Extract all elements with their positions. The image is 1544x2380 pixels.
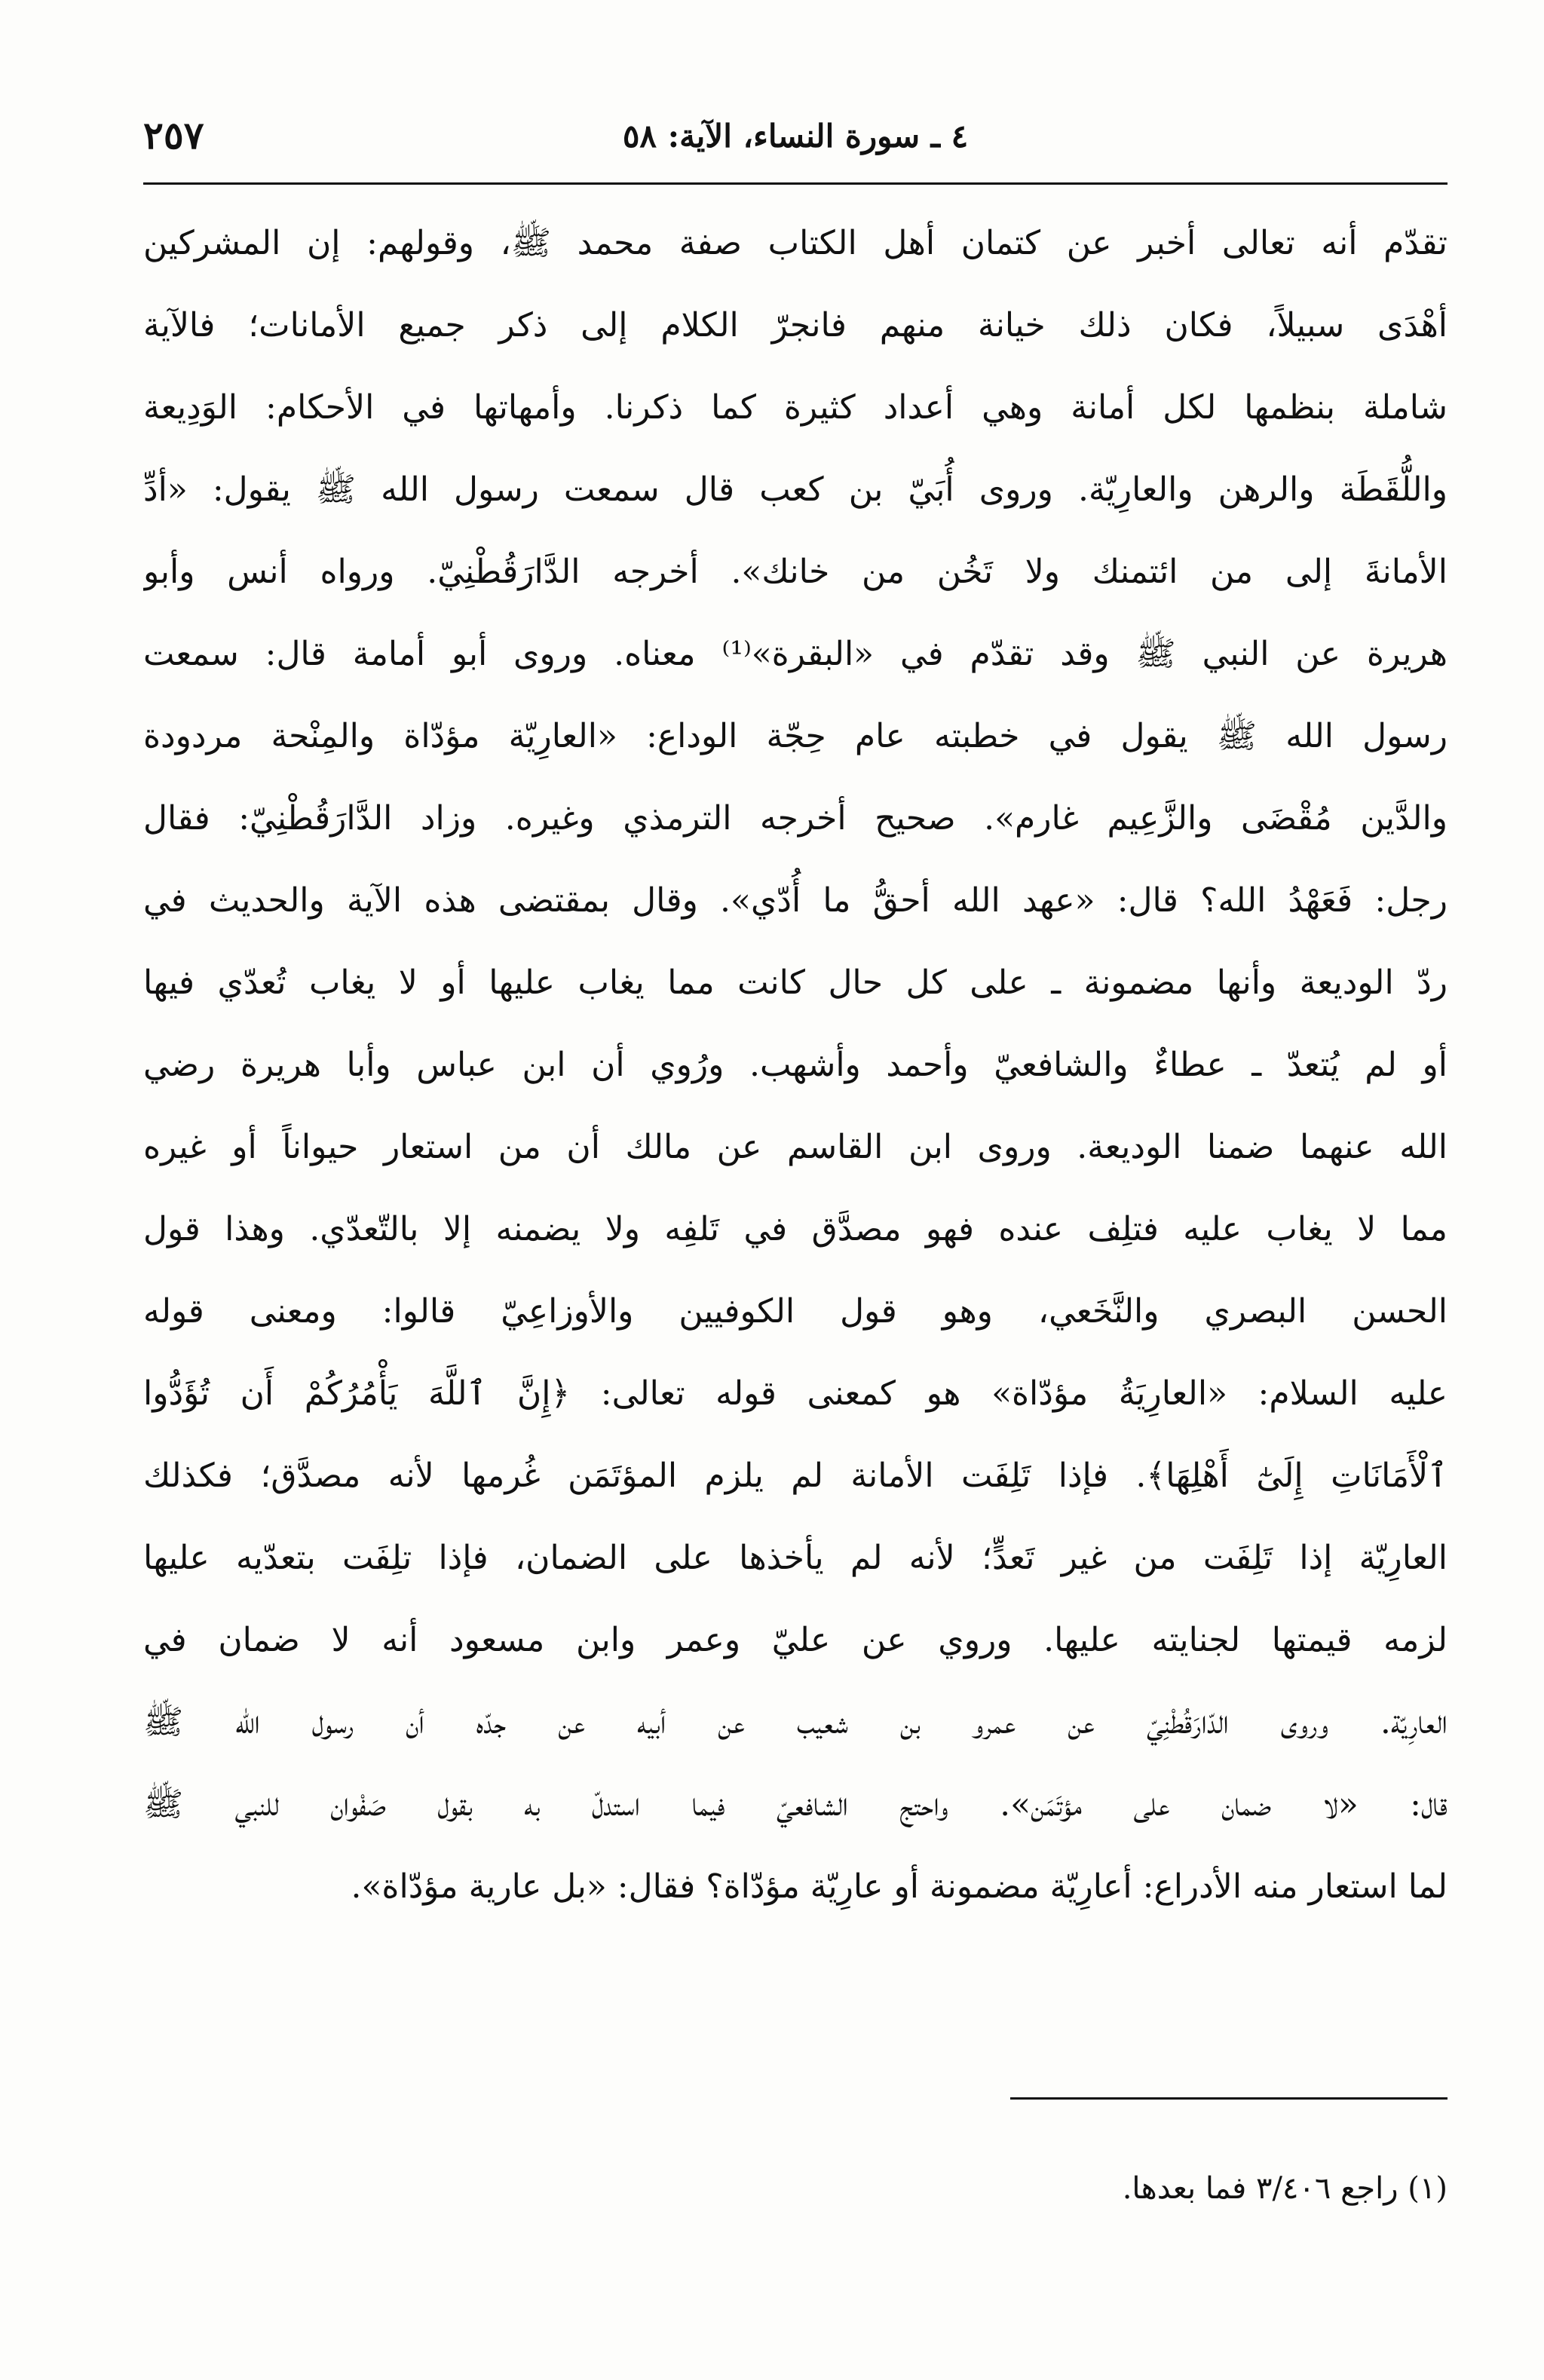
text-line: الحسن البصري والنَّخَعي، وهو قول الكوفيين والأوزاعِيّ قالوا: ومعنى قوله [143, 1292, 1448, 1331]
text-line: ردّ الوديعة وأنها مضمونة ـ على كل حال كانت مما يغاب عليها أو لا يغاب تُعدّي فيها [143, 963, 1448, 1002]
text-line: لما استعار منه الأدراع: أعارِيّة مضمونة أو عارِيّة مؤدّاة؟ فقال: «بل عارية مؤدّاة». [351, 1867, 1448, 1906]
text-line: أهْدَى سبيلاً، فكان ذلك خيانة منهم فانجرّ الكلام إلى ذكر جميع الأمانات؛ فالآية [143, 306, 1448, 345]
body-text [143, 202, 1448, 1928]
header-rule [143, 182, 1448, 185]
text-line: العارِيّة. وروى الدّارَقُطْنِيّ عن عمرو بن شعيب عن أبيه عن جدّه أن رسول الله ﷺ [143, 1703, 1448, 1741]
text-line: تقدّم أنه تعالى أخبر عن كتمان أهل الكتاب صفة محمد ﷺ، وقولهم: إن المشركين [143, 224, 1448, 262]
footnote-rule [1010, 2097, 1448, 2100]
page-number: ٢٥٧ [143, 113, 204, 158]
text-line: العارِيّة إذا تَلِفَت من غير تَعدٍّ؛ لأنه لم يأخذها على الضمان، فإذا تلِفَت بتعدّيه عليها [143, 1539, 1448, 1577]
text-line: مما لا يغاب عليه فتلِف عنده فهو مصدَّق في تَلفِه ولا يضمنه إلا بالتّعدّي. وهذا قول [143, 1210, 1448, 1248]
text-line: قال: «لا ضمان على مؤتَمَن». واحتج الشافعيّ فيما استدلّ به بقول صَفْوان للنبي ﷺ [143, 1785, 1448, 1824]
text-line: عليه السلام: «العارِيَةُ مؤدّاة» هو كمعنى قوله تعالى: ﴿إِنَّ ٱللَّهَ يَأْمُرُكُمْ أَن تُؤَدُّوا [143, 1374, 1448, 1413]
text-line: الأمانةَ إلى من ائتمنك ولا تَخُن من خانك». أخرجه الدَّارَقُطْنِيّ. ورواه أنس وأبو [143, 553, 1448, 591]
text-line: ٱلْأَمَانَاتِ إِلَىٰٓ أَهْلِهَا﴾. فإذا تَلِفَت الأمانة لم يلزم المؤتَمَن غُرمها لأنه مصدَّق؛ فكذلك [143, 1456, 1448, 1495]
footnote: (١) راجع ٣/٤٠٦ فما بعدها. [1122, 2171, 1448, 2206]
running-head: ٤ ـ سورة النساء، الآية: ٥٨ [622, 118, 969, 155]
text-line: لزمه قيمتها لجنايته عليها. وروي عن عليّ وعمر وابن مسعود أنه لا ضمان في [143, 1621, 1448, 1659]
text-line: والدَّين مُقْضَى والزَّعِيم غارم». صحيح أخرجه الترمذي وغيره. وزاد الدَّارَقُطْنِيّ: فقال [143, 799, 1448, 838]
text-line: أو لم يُتعدّ ـ عطاءٌ والشافعيّ وأحمد وأشهب. ورُوي أن ابن عباس وأبا هريرة رضي [143, 1046, 1448, 1084]
text-line: هريرة عن النبي ﷺ وقد تقدّم في «البقرة»⁽¹⁾ معناه. وروى أبو أمامة قال: سمعت [143, 635, 1448, 673]
text-line: الله عنهما ضمنا الوديعة. وروى ابن القاسم عن مالك أن من استعار حيواناً أو غيره [143, 1128, 1448, 1166]
text-line: رجل: فَعَهْدُ الله؟ قال: «عهد الله أحقُّ ما أُدّي». وقال بمقتضى هذه الآية والحديث في [143, 881, 1448, 920]
text-line: شاملة بنظمها لكل أمانة وهي أعداد كثيرة كما ذكرنا. وأمهاتها في الأحكام: الوَدِيعة [143, 388, 1448, 427]
text-line: رسول الله ﷺ يقول في خطبته عام حِجّة الوداع: «العارِيّة مؤدّاة والمِنْحة مردودة [143, 717, 1448, 755]
text-line: واللُّقَطَة والرهن والعارِيّة. وروى أُبَيّ بن كعب قال سمعت رسول الله ﷺ يقول: «أدِّ [143, 470, 1448, 509]
page-header [143, 113, 1448, 173]
